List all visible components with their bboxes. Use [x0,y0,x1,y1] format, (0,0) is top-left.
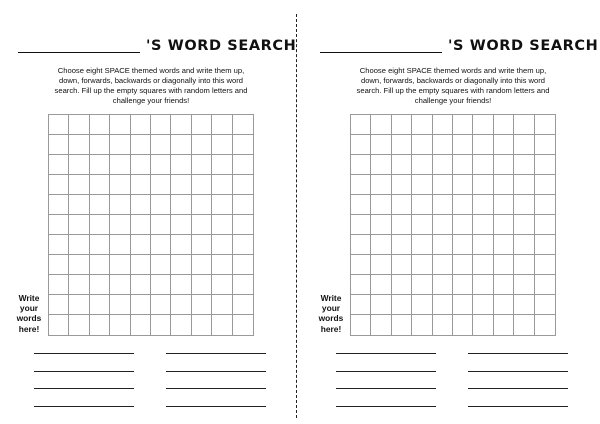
grid-cell[interactable] [233,315,253,335]
grid-cell[interactable] [151,295,171,315]
grid-cell[interactable] [90,255,110,275]
grid-cell[interactable] [514,155,534,175]
answer-line[interactable] [468,406,568,407]
grid-cell[interactable] [371,175,391,195]
instructions-line: down, forwards, backwards or diagonally into this word [58,75,244,85]
grid-cell[interactable] [69,255,89,275]
grid-cell[interactable] [494,195,514,215]
grid-cell[interactable] [473,115,493,135]
grid-cell[interactable] [233,135,253,155]
grid-cell[interactable] [412,175,432,195]
grid-cell[interactable] [171,115,191,135]
grid-cell[interactable] [212,235,232,255]
answer-line[interactable] [336,406,436,407]
grid-cell[interactable] [514,275,534,295]
grid-cell[interactable] [371,135,391,155]
grid-cell[interactable] [171,215,191,235]
grid-cell[interactable] [192,155,212,175]
grid-cell[interactable] [453,175,473,195]
grid-cell[interactable] [535,155,555,175]
answer-line[interactable] [468,353,568,354]
grid-cell[interactable] [351,115,371,135]
grid-cell[interactable] [171,195,191,215]
grid-cell[interactable] [192,175,212,195]
grid-cell[interactable] [131,135,151,155]
write-label-line: Write [320,293,342,303]
grid-cell[interactable] [351,255,371,275]
grid-cell[interactable] [392,235,412,255]
grid-cell[interactable] [514,115,534,135]
answer-line[interactable] [336,388,436,389]
grid-cell[interactable] [371,255,391,275]
write-words-label [314,293,348,334]
grid-cell[interactable] [110,275,130,295]
grid-cell[interactable] [514,315,534,335]
grid-cell[interactable] [351,195,371,215]
grid-cell[interactable] [69,295,89,315]
write-label-line: here! [320,323,342,334]
grid-cell[interactable] [351,215,371,235]
answer-line[interactable] [34,388,134,389]
grid-cell[interactable] [433,175,453,195]
grid-cell[interactable] [131,155,151,175]
grid-cell[interactable] [90,115,110,135]
grid-cell[interactable] [371,215,391,235]
grid-cell[interactable] [371,275,391,295]
grid-cell[interactable] [151,135,171,155]
grid-cell[interactable] [192,275,212,295]
grid-cell[interactable] [473,155,493,175]
grid-cell[interactable] [535,275,555,295]
grid-cell[interactable] [351,295,371,315]
title-row [18,36,297,58]
grid-cell[interactable] [371,295,391,315]
grid-cell[interactable] [171,275,191,295]
grid-cell[interactable] [233,295,253,315]
grid-cell[interactable] [392,135,412,155]
instructions [38,66,264,106]
answer-line[interactable] [468,371,568,372]
grid-cell[interactable] [192,215,212,235]
instructions [340,66,566,106]
instructions-line: Choose eight SPACE themed words and write them up, [359,66,547,75]
grid-cell[interactable] [90,195,110,215]
grid-cell[interactable] [392,275,412,295]
grid-cell[interactable] [69,115,89,135]
grid-cell[interactable] [473,215,493,235]
grid-cell[interactable] [433,295,453,315]
grid-cell[interactable] [192,135,212,155]
cut-line-divider [296,14,297,418]
grid-cell[interactable] [453,215,473,235]
answer-line[interactable] [34,406,134,407]
grid-cell[interactable] [412,235,432,255]
grid-cell[interactable] [49,315,69,335]
grid-cell[interactable] [433,135,453,155]
grid-cell[interactable] [233,235,253,255]
grid-cell[interactable] [131,215,151,235]
instructions-line: search. Fill up the empty squares with random letters and [54,85,248,95]
grid-cell[interactable] [151,275,171,295]
grid-cell[interactable] [151,115,171,135]
grid-cell[interactable] [212,135,232,155]
grid-cell[interactable] [69,195,89,215]
grid-cell[interactable] [453,275,473,295]
grid-cell[interactable] [69,175,89,195]
grid-cell[interactable] [392,155,412,175]
grid-cell[interactable] [131,115,151,135]
grid-cell[interactable] [171,175,191,195]
answer-line[interactable] [166,388,266,389]
answer-line[interactable] [166,371,266,372]
grid-cell[interactable] [535,295,555,315]
grid-cell[interactable] [110,255,130,275]
grid-cell[interactable] [110,195,130,215]
answer-line[interactable] [166,353,266,354]
grid-cell[interactable] [110,215,130,235]
grid-cell[interactable] [69,315,89,335]
grid-cell[interactable] [90,275,110,295]
grid-cell[interactable] [433,215,453,235]
grid-cell[interactable] [110,235,130,255]
grid-cell[interactable] [233,215,253,235]
grid-cell[interactable] [212,155,232,175]
grid-cell[interactable] [514,295,534,315]
answer-line[interactable] [336,371,436,372]
grid-cell[interactable] [453,195,473,215]
grid-cell[interactable] [171,155,191,175]
grid-cell[interactable] [131,275,151,295]
grid-cell[interactable] [535,215,555,235]
grid-cell[interactable] [535,175,555,195]
grid-cell[interactable] [171,315,191,335]
grid-cell[interactable] [392,315,412,335]
worksheet-right [302,0,599,424]
grid-cell[interactable] [151,195,171,215]
grid-cell[interactable] [473,315,493,335]
grid-cell[interactable] [151,315,171,335]
grid-cell[interactable] [171,235,191,255]
word-search-grid [48,114,254,336]
grid-cell[interactable] [473,135,493,155]
grid-cell[interactable] [494,215,514,235]
grid-cell[interactable] [371,115,391,135]
instructions-line: search. Fill up the empty squares with random letters and [356,85,550,95]
grid-cell[interactable] [49,175,69,195]
grid-cell[interactable] [371,195,391,215]
grid-cell[interactable] [514,235,534,255]
worksheet-left [0,0,297,424]
grid-cell[interactable] [494,255,514,275]
grid-cell[interactable] [412,255,432,275]
grid-cell[interactable] [49,195,69,215]
grid-cell[interactable] [494,315,514,335]
grid-cell[interactable] [171,295,191,315]
grid-cell[interactable] [192,235,212,255]
grid-cell[interactable] [392,195,412,215]
grid-cell[interactable] [371,155,391,175]
grid-cell[interactable] [412,295,432,315]
write-label-line: your [19,303,39,314]
grid-cell[interactable] [90,175,110,195]
grid-cell[interactable] [453,295,473,315]
grid-cell[interactable] [110,295,130,315]
answer-line[interactable] [468,388,568,389]
grid-cell[interactable] [192,195,212,215]
grid-cell[interactable] [473,275,493,295]
grid-cell[interactable] [535,135,555,155]
grid-cell[interactable] [151,215,171,235]
grid-cell[interactable] [131,235,151,255]
grid-cell[interactable] [494,155,514,175]
grid-cell[interactable] [433,195,453,215]
grid-cell[interactable] [49,135,69,155]
grid-cell[interactable] [392,115,412,135]
grid-cell[interactable] [351,175,371,195]
grid-cell[interactable] [192,115,212,135]
grid-cell[interactable] [212,175,232,195]
grid-cell[interactable] [535,115,555,135]
grid-cell[interactable] [212,275,232,295]
write-label-line: words [318,313,344,324]
grid-cell[interactable] [535,315,555,335]
grid-cell[interactable] [514,255,534,275]
grid-cell[interactable] [494,235,514,255]
grid-cell[interactable] [412,195,432,215]
grid-cell[interactable] [49,275,69,295]
grid-cell[interactable] [392,295,412,315]
instructions-line: Choose eight SPACE themed words and write them up, [57,66,245,75]
grid-cell[interactable] [351,275,371,295]
grid-cell[interactable] [473,255,493,275]
word-search-grid [350,114,556,336]
grid-cell[interactable] [212,295,232,315]
grid-cell[interactable] [131,255,151,275]
write-label-line: your [321,303,341,314]
grid-cell[interactable] [69,235,89,255]
grid-cell[interactable] [433,115,453,135]
grid-cell[interactable] [49,115,69,135]
grid-cell[interactable] [473,195,493,215]
grid-cell[interactable] [131,295,151,315]
answer-line[interactable] [336,353,436,354]
name-blank-line[interactable] [320,52,442,53]
answer-line[interactable] [34,353,134,354]
grid-cell[interactable] [110,135,130,155]
write-label-line: here! [18,323,40,334]
grid-cell[interactable] [110,175,130,195]
grid-cell[interactable] [453,315,473,335]
grid-cell[interactable] [351,315,371,335]
grid-cell[interactable] [473,295,493,315]
grid-cell[interactable] [90,215,110,235]
grid-cell[interactable] [131,175,151,195]
grid-cell[interactable] [233,255,253,275]
grid-cell[interactable] [514,135,534,155]
grid-cell[interactable] [351,135,371,155]
grid-cell[interactable] [212,255,232,275]
grid-cell[interactable] [171,135,191,155]
grid-cell[interactable] [535,195,555,215]
grid-cell[interactable] [433,275,453,295]
grid-cell[interactable] [433,235,453,255]
grid-cell[interactable] [494,275,514,295]
grid-cell[interactable] [514,195,534,215]
grid-cell[interactable] [473,175,493,195]
grid-cell[interactable] [453,115,473,135]
answer-line[interactable] [34,371,134,372]
name-blank-line[interactable] [18,52,140,53]
grid-cell[interactable] [49,255,69,275]
grid-cell[interactable] [233,195,253,215]
grid-cell[interactable] [192,315,212,335]
grid-cell[interactable] [110,115,130,135]
write-label-line: Write [18,293,40,303]
grid-cell[interactable] [233,275,253,295]
grid-cell[interactable] [90,155,110,175]
instructions-line: challenge your friends! [414,95,492,105]
grid-cell[interactable] [494,175,514,195]
grid-cell[interactable] [49,215,69,235]
grid-cell[interactable] [49,235,69,255]
grid-cell[interactable] [535,255,555,275]
grid-cell[interactable] [412,315,432,335]
grid-cell[interactable] [110,155,130,175]
grid-cell[interactable] [433,255,453,275]
grid-cell[interactable] [131,195,151,215]
grid-cell[interactable] [151,255,171,275]
grid-cell[interactable] [90,235,110,255]
grid-cell[interactable] [110,315,130,335]
grid-cell[interactable] [453,135,473,155]
grid-cell[interactable] [212,315,232,335]
grid-cell[interactable] [151,155,171,175]
grid-cell[interactable] [233,115,253,135]
grid-cell[interactable] [433,315,453,335]
instructions-line: down, forwards, backwards or diagonally into this word [360,75,546,85]
worksheet-title: 'S WORD SEARCH [448,38,599,54]
grid-cell[interactable] [69,135,89,155]
grid-cell[interactable] [212,115,232,135]
grid-cell[interactable] [212,195,232,215]
grid-cell[interactable] [514,175,534,195]
grid-cell[interactable] [514,215,534,235]
grid-cell[interactable] [453,255,473,275]
grid-cell[interactable] [412,115,432,135]
grid-cell[interactable] [392,255,412,275]
grid-cell[interactable] [371,315,391,335]
grid-cell[interactable] [233,155,253,175]
grid-cell[interactable] [412,275,432,295]
grid-cell[interactable] [171,255,191,275]
write-words-label [12,293,46,334]
grid-cell[interactable] [351,155,371,175]
title-row [320,36,599,58]
grid-cell[interactable] [392,175,412,195]
grid-cell[interactable] [49,155,69,175]
grid-cell[interactable] [131,315,151,335]
write-label-line: words [16,313,42,324]
grid-cell[interactable] [494,115,514,135]
grid-cell[interactable] [192,295,212,315]
grid-cell[interactable] [371,235,391,255]
grid-cell[interactable] [192,255,212,275]
grid-cell[interactable] [392,215,412,235]
grid-cell[interactable] [69,275,89,295]
grid-cell[interactable] [412,155,432,175]
grid-cell[interactable] [69,155,89,175]
grid-cell[interactable] [90,295,110,315]
instructions-line: challenge your friends! [112,95,190,105]
worksheet-title: 'S WORD SEARCH [146,38,297,54]
grid-cell[interactable] [453,235,473,255]
answer-line[interactable] [166,406,266,407]
grid-cell[interactable] [453,155,473,175]
grid-cell[interactable] [433,155,453,175]
grid-cell[interactable] [69,215,89,235]
grid-cell[interactable] [494,135,514,155]
grid-cell[interactable] [412,215,432,235]
grid-cell[interactable] [412,135,432,155]
grid-cell[interactable] [151,175,171,195]
grid-cell[interactable] [90,135,110,155]
grid-cell[interactable] [212,215,232,235]
grid-cell[interactable] [351,235,371,255]
grid-cell[interactable] [494,295,514,315]
grid-cell[interactable] [90,315,110,335]
grid-cell[interactable] [473,235,493,255]
grid-cell[interactable] [535,235,555,255]
grid-cell[interactable] [233,175,253,195]
grid-cell[interactable] [151,235,171,255]
grid-cell[interactable] [49,295,69,315]
